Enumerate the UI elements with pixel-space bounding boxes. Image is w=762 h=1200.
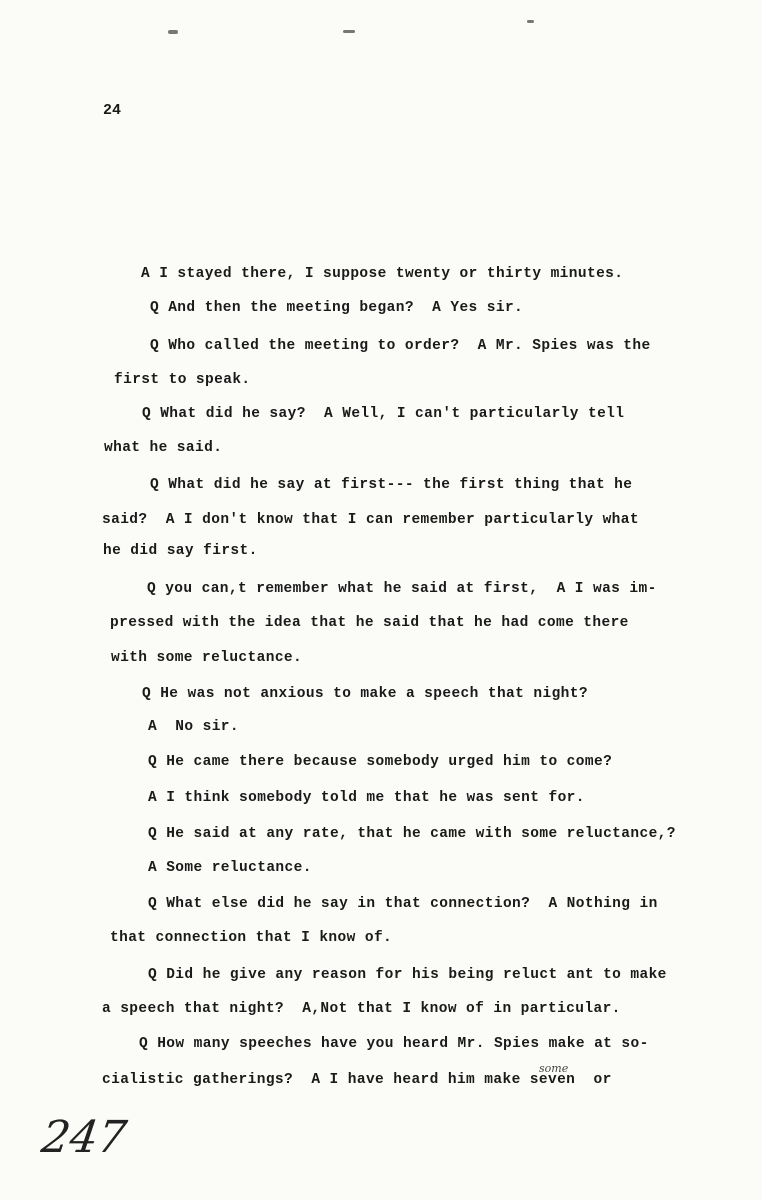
transcript-line: A No sir.: [148, 719, 240, 735]
transcript-line: first to speak.: [114, 372, 251, 388]
transcript-line: Q He was not anxious to make a speech that night?: [142, 686, 588, 702]
transcript-line: A Some reluctance.: [148, 860, 312, 876]
transcript-line: Q Did he give any reason for his being reluct ant to make: [148, 967, 667, 983]
transcript-line: that connection that I know of.: [110, 930, 393, 946]
handwritten-insertion: some: [539, 1062, 569, 1075]
transcript-line: a speech that night? A,Not that I know of in particular.: [102, 1001, 621, 1017]
transcript-line: Q He came there because somebody urged him to come?: [148, 754, 613, 770]
transcript-line: Q What did he say at first--- the first thing that he: [150, 477, 633, 493]
page-number: 24: [103, 102, 122, 119]
transcript-line: Q He said at any rate, that he came with some reluctance,?: [148, 826, 676, 842]
scan-speck: [168, 30, 178, 34]
transcript-line: Q What else did he say in that connection? A Nothing in: [148, 896, 658, 912]
transcript-line: cialistic gatherings? A I have heard him make seven or: [102, 1072, 612, 1088]
transcript-line: he did say first.: [103, 543, 258, 559]
transcript-line: A I stayed there, I suppose twenty or thirty minutes.: [141, 266, 624, 282]
transcript-line: what he said.: [104, 440, 223, 456]
handwritten-page-number: 247: [38, 1112, 130, 1163]
transcript-line: Q What did he say? A Well, I can't particularly tell: [142, 406, 625, 422]
transcript-line: Q How many speeches have you heard Mr. Spies make at so-: [139, 1036, 649, 1052]
transcript-line: Q Who called the meeting to order? A Mr. Spies was the: [150, 338, 651, 354]
scan-speck: [527, 20, 534, 23]
transcript-line: with some reluctance.: [111, 650, 303, 666]
transcript-line: pressed with the idea that he said that he had come there: [110, 615, 629, 631]
scan-speck: [343, 30, 355, 33]
transcript-line: Q And then the meeting began? A Yes sir.: [150, 300, 524, 316]
transcript-line: A I think somebody told me that he was sent for.: [148, 790, 585, 806]
transcript-line: said? A I don't know that I can remember particularly what: [102, 512, 639, 528]
transcript-line: Q you can,t remember what he said at first, A I was im-: [147, 581, 657, 597]
